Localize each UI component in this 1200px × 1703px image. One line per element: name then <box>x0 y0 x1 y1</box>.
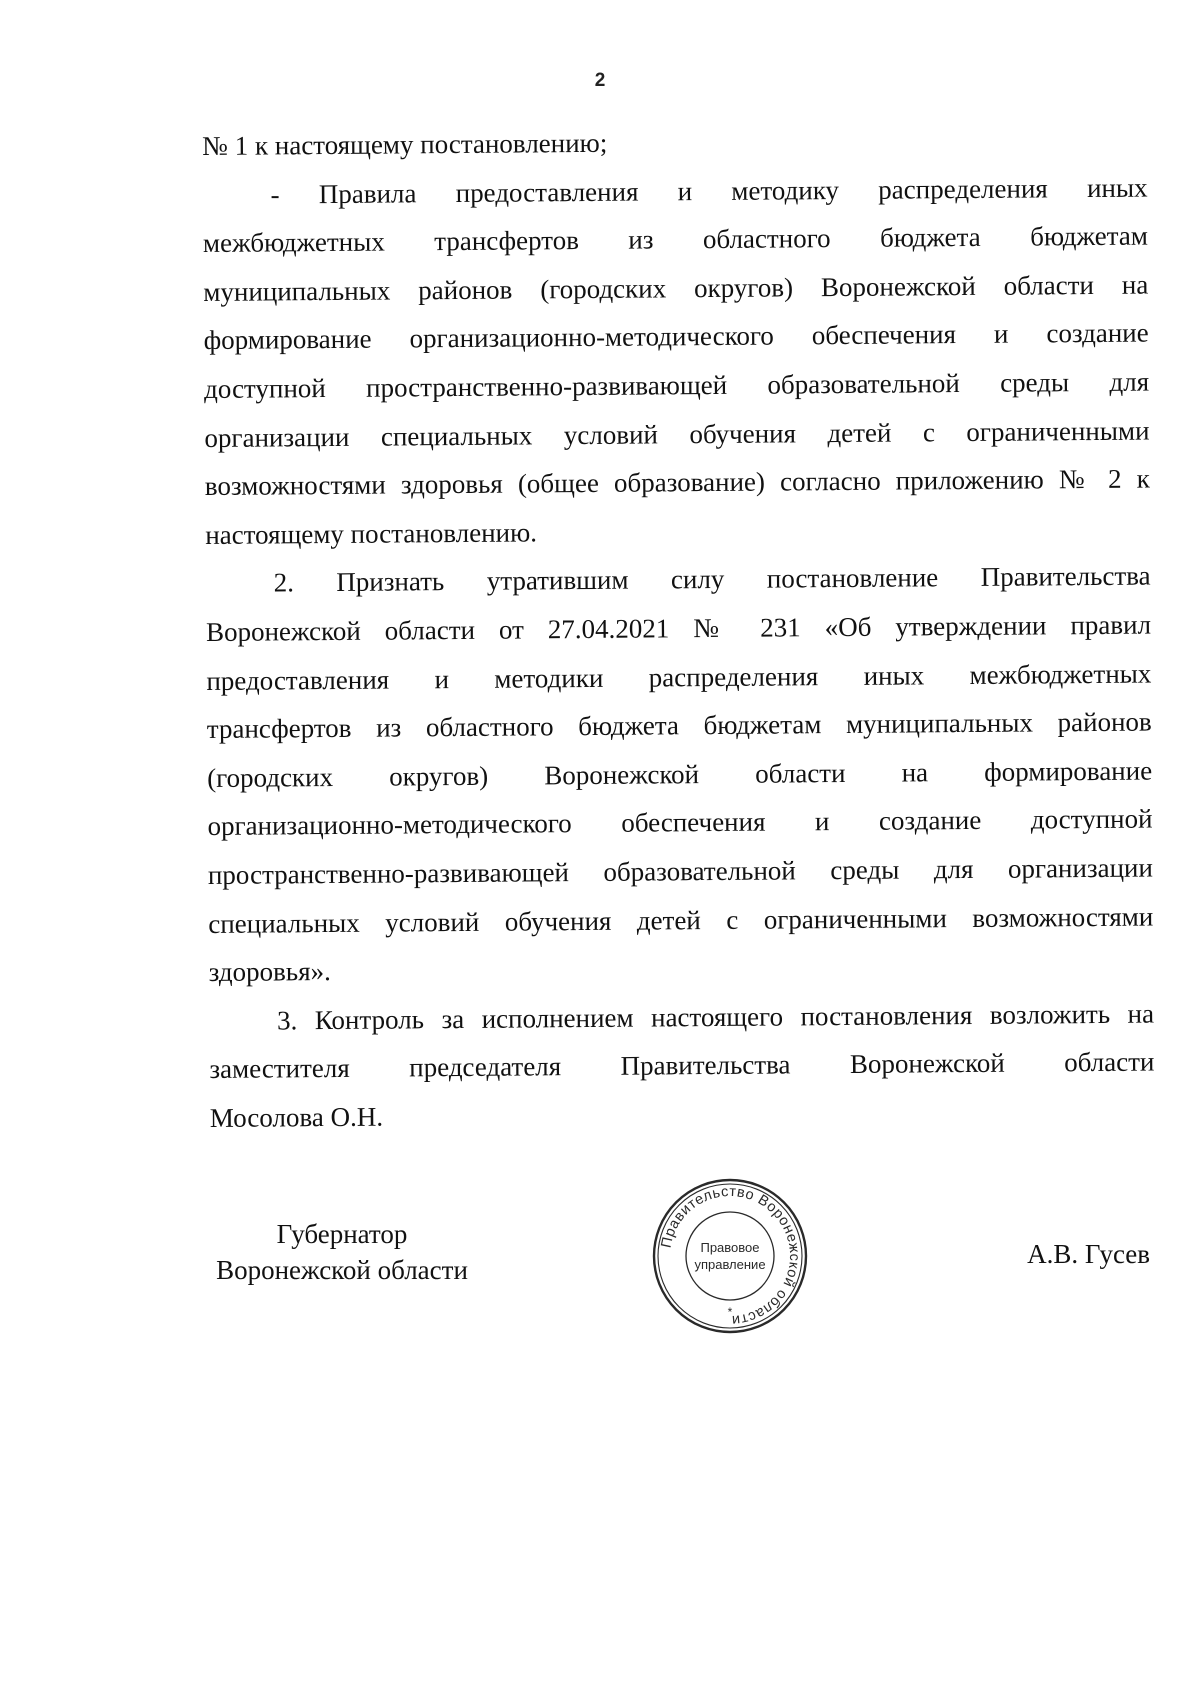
document-body <box>202 115 1155 1143</box>
paragraph-continuation <box>202 115 1147 171</box>
official-seal-stamp <box>650 1176 810 1336</box>
text-line: специальных условий обучения детей с ограниченными возможностями <box>208 901 1154 939</box>
signatory-title-line: Губернатор <box>276 1219 408 1249</box>
text-line: - Правила предоставления и методику распределения иных <box>270 172 1148 210</box>
text-line: муниципальных районов (городских округов) Воронежской области на <box>203 269 1149 307</box>
stamp-inner-text: управление <box>694 1257 766 1272</box>
signatory-name: А.В. Гусев <box>1027 1239 1150 1269</box>
text-line: (городских округов) Воронежской области на формирование <box>207 755 1153 793</box>
text-line: пространственно-развивающей образовательной среды для организации <box>207 852 1154 890</box>
text-line: 2. Признать утратившим силу постановление Правительства <box>273 560 1151 598</box>
text-line: организационно-методического обеспечения и создание доступной <box>207 803 1153 842</box>
stamp-inner-text: Правовое <box>700 1240 760 1255</box>
text-line: Мосолова О.Н. <box>209 1101 384 1133</box>
signatory-title <box>202 1216 482 1288</box>
text-line: предоставления и методики распределения иных межбюджетных <box>206 658 1152 696</box>
text-line: доступной пространственно-развивающей образовательной среды для <box>203 366 1150 404</box>
text-line: возможностями здоровья (общее образование) согласно приложению № 2 к <box>204 463 1150 502</box>
text-line: № 1 к настоящему постановлению; <box>202 127 608 161</box>
paragraph-item-2 <box>205 552 1153 997</box>
text-line: организации специальных условий обучения детей с ограниченными <box>204 415 1150 453</box>
text-line: Воронежской области от 27.04.2021 № 231 «Об утверждении правил <box>205 609 1152 647</box>
stamp-outer-text: Правительство Воронежской области <box>658 1183 803 1329</box>
text-line: заместителя председателя Правительства Воронежской области <box>209 1046 1155 1085</box>
signature-block <box>0 1183 1200 1356</box>
text-line: формирование организационно-методического обеспечения и создание <box>203 317 1149 356</box>
text-line: трансфертов из областного бюджета бюджетам муниципальных районов <box>206 706 1152 745</box>
paragraph-item-3 <box>209 989 1155 1142</box>
text-line: межбюджетных трансфертов из областного бюджета бюджетам <box>202 220 1149 259</box>
signatory-title-line: Воронежской области <box>216 1255 468 1285</box>
text-line: 3. Контроль за исполнением настоящего постановления возложить на <box>276 998 1155 1036</box>
paragraph-rules-item <box>202 163 1150 559</box>
stamp-star: * <box>727 1305 733 1319</box>
text-line: настоящему постановлению. <box>205 517 538 550</box>
text-line: здоровья». <box>208 956 331 988</box>
page-number: 2 <box>594 70 606 91</box>
